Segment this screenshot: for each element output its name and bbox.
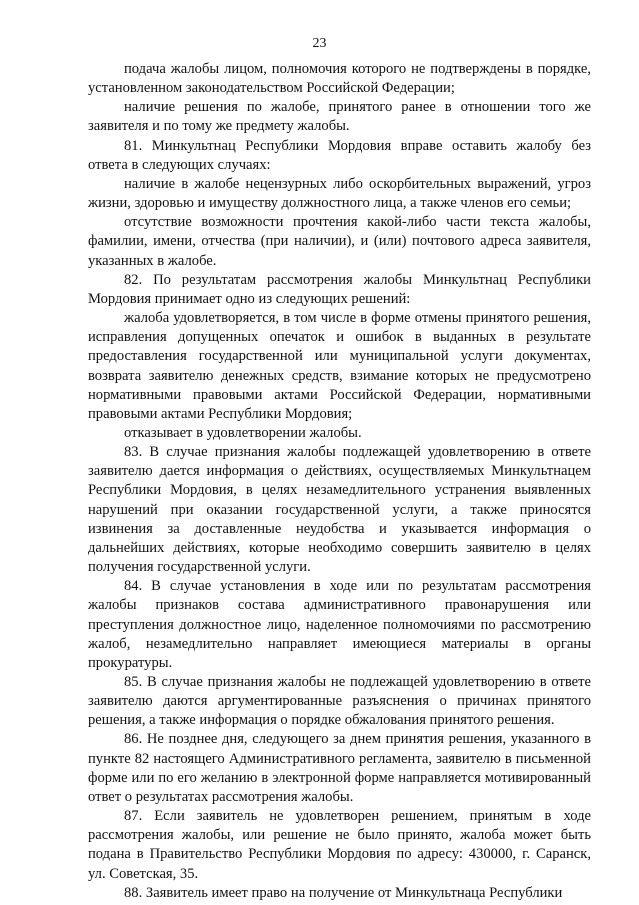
paragraph-87: 87. Если заявитель не удовлетворен решением, принятым в ходе рассмотрения жалобы, или решение не было принято, жалоба может быть подана в Правительство Республики Мордовия по адресу: 430000, г. Саранск, ул. Советская, 35. [88, 808, 591, 882]
paragraph-88: 88. Заявитель имеет право на получение от Минкультнаца Республики [124, 884, 563, 901]
paragraph-82: 82. По результатам рассмотрения жалобы Минкультнац Республики Мордовия принимает одно из следующих решений: [88, 271, 591, 307]
paragraph: подача жалобы лицом, полномочия которого не подтверждены в порядке, установленном законодательством Российской Федерации; [88, 61, 591, 97]
paragraph-84: 84. В случае установления в ходе или по результатам рассмотрения жалобы признаков состава административного правонарушения или преступления должностное лицо, наделенное полномочиями по рассмотрению жалоб, незамедлительно направляет имеющиеся материалы в органы прокуратуры. [88, 578, 591, 671]
page-number: 23 [312, 36, 327, 51]
paragraph: отказывает в удовлетворении жалобы. [124, 424, 362, 441]
paragraph-83: 83. В случае признания жалобы подлежащей удовлетворению в ответе заявителю дается информация о действиях, осуществляемых Минкультнацем Республики Мордовия, в целях незамедлительного устранения выявленных нарушений при оказании государственной услуги, а также приносятся извинения за доставленные неудобства и указывается информация о дальнейших действиях, которые необходимо совершить заявителю в целях получения государственной услуги. [88, 444, 591, 576]
paragraph: отсутствие возможности прочтения какой-либо части текста жалобы, фамилии, имени, отчества (при наличии), и (или) почтового адреса заявителя, указанных в жалобе. [88, 214, 591, 269]
paragraph-85: 85. В случае признания жалобы не подлежащей удовлетворению в ответе заявителю даются аргументированные разъяснения о причинах принятого решения, а также информация о порядке обжалования принятого решения. [88, 674, 591, 729]
paragraph: наличие в жалобе нецензурных либо оскорбительных выражений, угроз жизни, здоровью и имуществу должностного лица, а также членов его семьи; [88, 175, 591, 212]
paragraph-86: 86. Не позднее дня, следующего за днем принятия решения, указанного в пункте 82 настоящего Административного регламента, заявителю в письменной форме или по его желанию в электронной форме направляется мотивированный ответ о результатах рассмотрения жалобы. [88, 731, 591, 805]
paragraph: жалоба удовлетворяется, в том числе в форме отмены принятого решения, исправления допущенных опечаток и ошибок в выданных в результате предоставления государственной или муниципальной услуги документах, возврата заявителю денежных средств, взимание которых не предусмотрено нормативными правовыми актами Российской Федерации, нормативными правовыми актами Республики Мордовия; [88, 310, 591, 422]
paragraph: наличие решения по жалобе, принятого ранее в отношении того же заявителя и по тому же предмету жалобы. [88, 99, 591, 135]
document-body [88, 60, 591, 903]
paragraph-81: 81. Минкультнац Республики Мордовия вправе оставить жалобу без ответа в следующих случаях: [88, 137, 591, 173]
